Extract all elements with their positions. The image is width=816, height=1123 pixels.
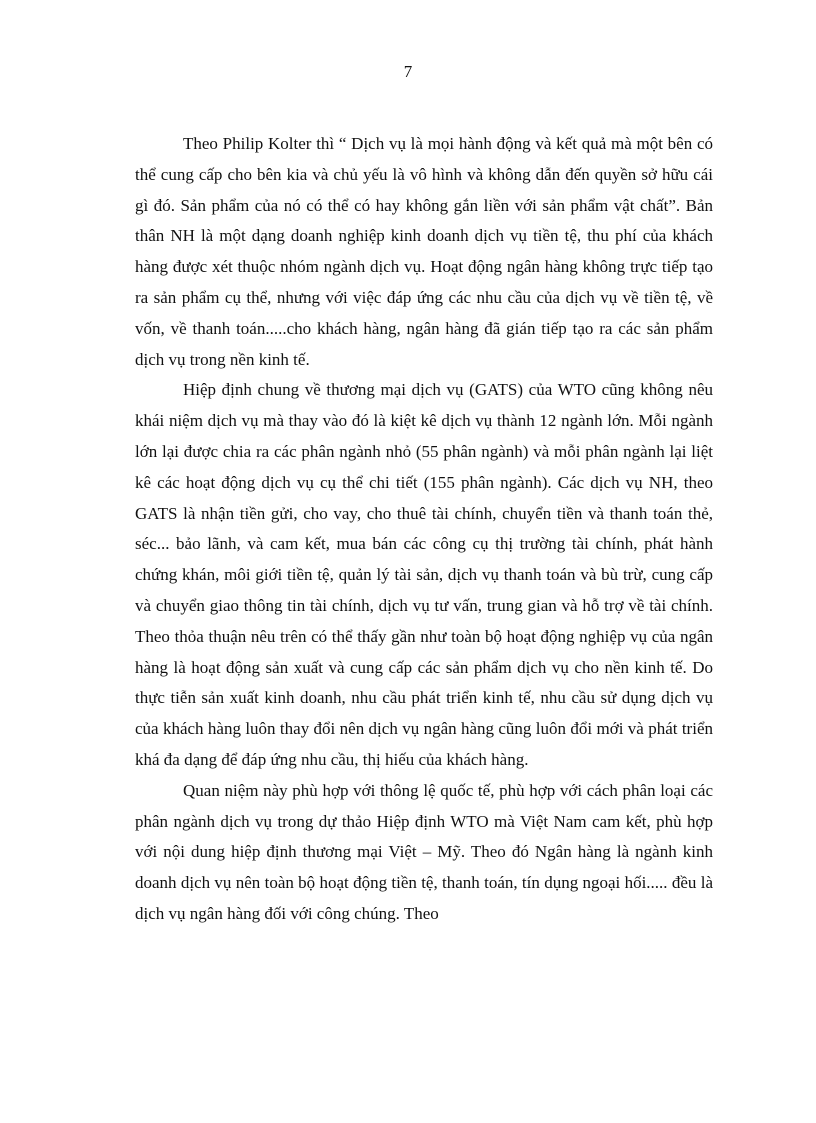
paragraph-international-practice: Quan niệm này phù hợp với thông lệ quốc tế, phù hợp với cách phân loại các phân ngành dịch vụ trong dự thảo Hiệp định WTO mà Việt Nam cam kết, phù hợp với nội dung hiệp định thương mại Việt – Mỹ. Theo đó Ngân hàng là ngành kinh doanh dịch vụ nên toàn bộ hoạt động tiền tệ, thanh toán, tín dụng ngoại hối..... đều là dịch vụ ngân hàng đối với công chúng. Theo [135, 780, 713, 923]
document-body [135, 129, 713, 930]
page-number: 7 [403, 62, 413, 81]
paragraph-service-definition: Theo Philip Kolter thì “ Dịch vụ là mọi hành động và kết quả mà một bên có thể cung cấp cho bên kia và chủ yếu là vô hình và không dẫn đến quyền sở hữu cái gì đó. Sản phẩm của nó có thể có hay không gắn liền với sản phẩm vật chất”. Bản thân NH là một dạng doanh nghiệp kinh doanh dịch vụ tiền tệ, thu phí của khách hàng được xét thuộc nhóm ngành dịch vụ. Hoạt động ngân hàng không trực tiếp tạo ra sản phẩm cụ thể, nhưng với việc đáp ứng các nhu cầu của dịch vụ về tiền tệ, về vốn, về thanh toán.....cho khách hàng, ngân hàng đã gián tiếp tạo ra các sản phẩm dịch vụ trong nền kinh tế. [135, 134, 713, 369]
paragraph-gats: Hiệp định chung về thương mại dịch vụ (GATS) của WTO cũng không nêu khái niệm dịch vụ mà thay vào đó là kiệt kê dịch vụ thành 12 ngành lớn. Mỗi ngành lớn lại được chia ra các phân ngành nhỏ (55 phân ngành) và mỗi phân ngành lại liệt kê các hoạt động dịch vụ cụ thể chi tiết (155 phân ngành). Các dịch vụ NH, theo GATS là nhận tiền gửi, cho vay, cho thuê tài chính, chuyển tiền và thanh toán thẻ, séc... bảo lãnh, và cam kết, mua bán các công cụ thị trường tài chính, phát hành chứng khán, môi giới tiền tệ, quản lý tài sản, dịch vụ thanh toán và bù trừ, cung cấp và chuyển giao thông tin tài chính, dịch vụ tư vấn, trung gian và hỗ trợ về tài chính. Theo thỏa thuận nêu trên có thể thấy gần như toàn bộ hoạt động nghiệp vụ của ngân hàng là hoạt động sản xuất và cung cấp các sản phẩm dịch vụ cho nền kinh tế. Do thực tiễn sản xuất kinh doanh, nhu cầu phát triển kinh tế, nhu cầu sử dụng dịch vụ của khách hàng luôn thay đổi nên dịch vụ ngân hàng cũng luôn đổi mới và phát triển khá đa dạng để đáp ứng nhu cầu, thị hiếu của khách hàng. [135, 380, 713, 769]
